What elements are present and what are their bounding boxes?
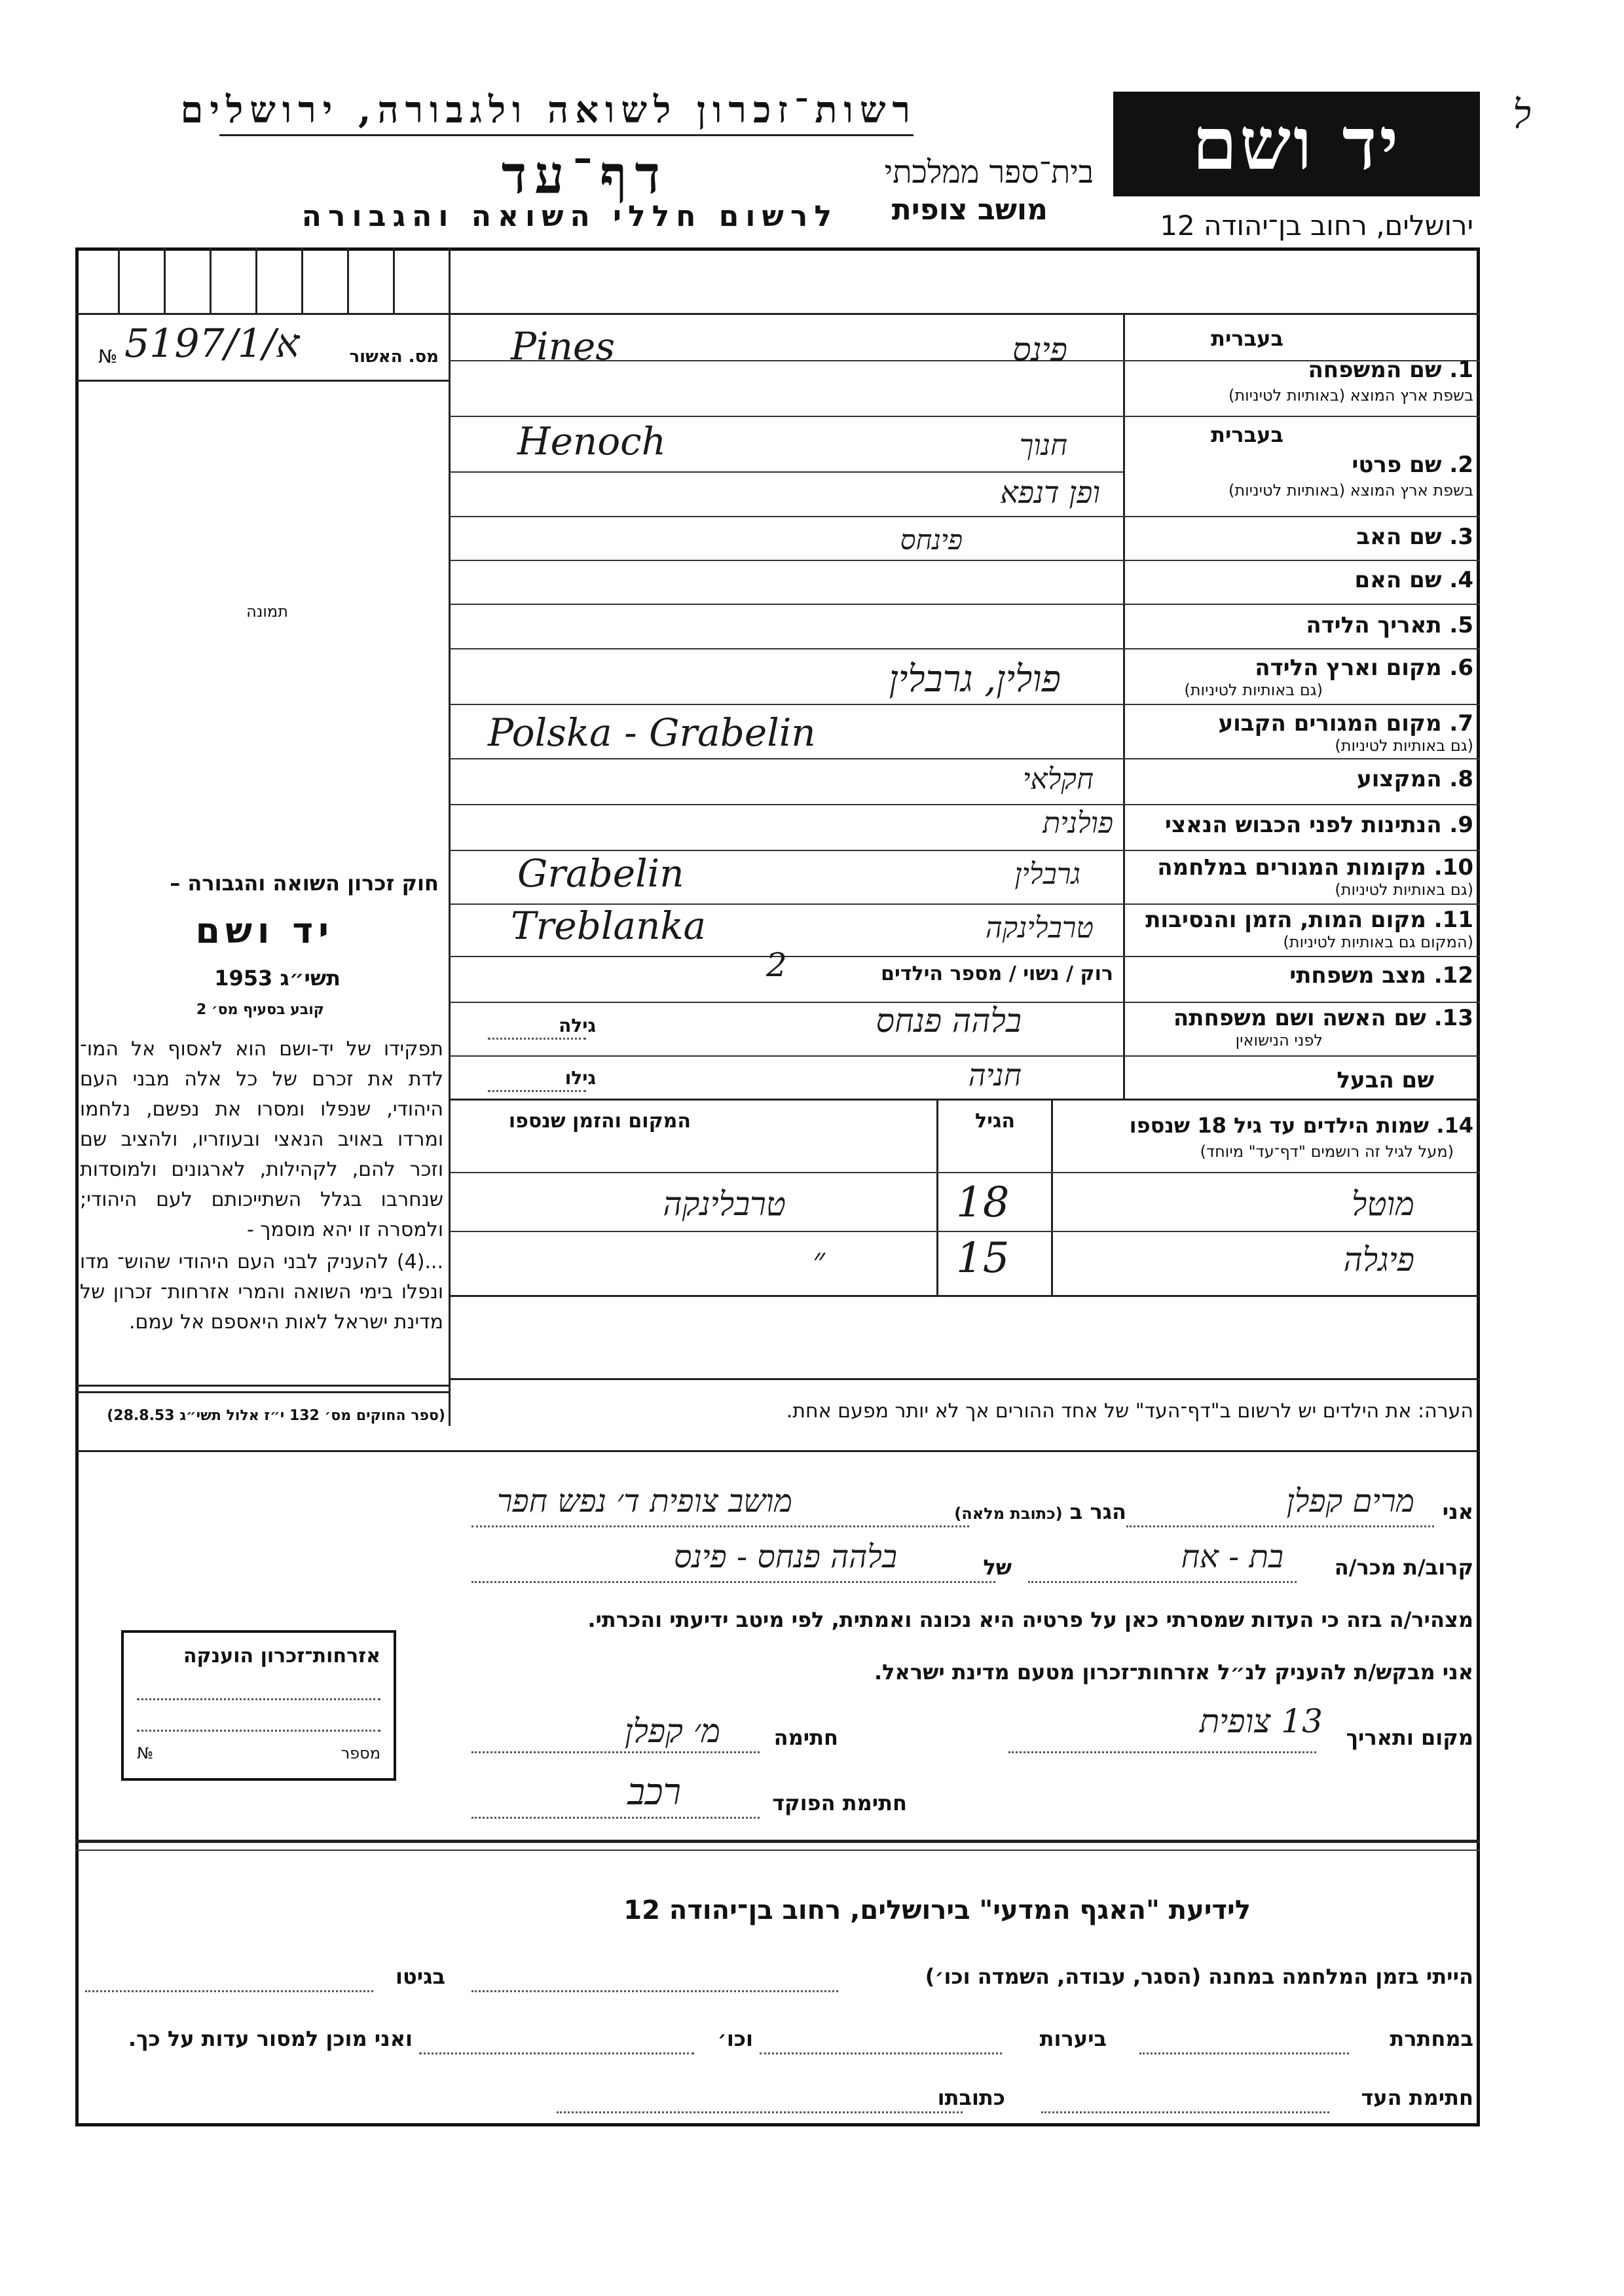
decl-signature-line [471, 1751, 760, 1753]
children-title [1130, 1113, 1473, 1138]
field-2-value-extra: ופן דנפא [1000, 475, 1100, 510]
field-1-value: Pines [511, 324, 616, 369]
footer-line1-b: בגיטו [396, 1964, 445, 1989]
margin-mark: ל [1513, 92, 1532, 137]
field-7-hint: (גם באותיות לטיניות) [1335, 737, 1473, 755]
child-2-age: 15 [956, 1234, 1010, 1283]
husband-age-label: גילו [564, 1067, 596, 1089]
field-13-hint: לפני הנישואין [1235, 1031, 1323, 1049]
field-6-hint: (גם באותיות לטיניות) [1184, 681, 1323, 699]
field-5-label [1306, 612, 1473, 638]
field-7-value: Polska - Grabelin [488, 710, 816, 755]
note-bottom-line [75, 1450, 1480, 1452]
field-12-label [1289, 962, 1473, 989]
husband-value: חניה [968, 1057, 1022, 1093]
field-9-label [1165, 812, 1473, 838]
children-hint: (מעל לגיל זה רושמים "דף־עד" מיוחד) [1200, 1142, 1454, 1161]
field-2-tag: בעברית [1211, 422, 1283, 447]
field-8-label [1357, 766, 1473, 792]
field-2-label [1352, 452, 1473, 478]
field-12-text: מצב משפחתי [1289, 962, 1426, 989]
field-10-text: מקומות המגורים במלחמה [1157, 854, 1426, 881]
citizenship-box-line1 [137, 1698, 380, 1700]
footer-line3-a: חתימת העד [1361, 2085, 1473, 2110]
children-row-line [449, 1231, 1480, 1232]
wife-age-label: גילה [559, 1015, 596, 1036]
decl-address-value: מושב צופית ד׳ נפש חפר [496, 1483, 792, 1520]
field-8-num: 8. [1449, 766, 1473, 792]
field-10-hint: (גם באותיות לטיניות) [1335, 881, 1473, 899]
field-11-num: 11. [1433, 907, 1473, 933]
law-text-1: תפקידו של יד-ושם הוא לאסוף אל המו־ לדת את זכרם של כל אלה מבני העם היהודי, שנפלו ומסרו את נפשם, נלחמו ומרדו באויב הנאצי ובעוזריו, ולהציב שם וזכר להם, לקהילות, לארגונים ולמוסדות שנחרבו בגלל השתייכותם לעם היהודי; ולמסרה זו יהא מוסמך - [80, 1038, 443, 1241]
children-num: 14. [1436, 1113, 1473, 1138]
logo [1113, 92, 1480, 196]
decl-of-line [471, 1581, 995, 1583]
decl-officer-line [471, 1817, 760, 1819]
citizenship-box-line2 [137, 1730, 380, 1732]
footer-line2-dots3 [419, 2052, 694, 2054]
reg-no-value: א/5197/1 [124, 321, 300, 367]
decl-resides-hint: (כתובת מלאה) [954, 1504, 1063, 1523]
field-5-text: תאריך הלידה [1306, 612, 1442, 638]
child-2-place: ״ [813, 1241, 825, 1279]
strip-box-3 [210, 247, 212, 313]
row-line-6 [449, 704, 1480, 705]
child-1-place: טרבלינקה [663, 1185, 786, 1223]
decl-officer-value: רכב [627, 1771, 681, 1813]
law-section: קובע בסעיף מס׳ 2 [196, 1002, 324, 1018]
decl-relative-line [1028, 1581, 1297, 1583]
field-13-value: בלהה פנחס [876, 1002, 1022, 1040]
age-header: הגיל [975, 1110, 1015, 1133]
field-6-num: 6. [1449, 655, 1473, 681]
footer-line3-dots2 [557, 2111, 963, 2113]
left-column-divider [449, 247, 451, 1099]
field-9-num: 9. [1449, 812, 1473, 838]
row-line-13 [449, 1055, 1480, 1057]
field-4-num: 4. [1449, 567, 1473, 593]
left-column-divider-lower [449, 1099, 451, 1426]
field-1-label [1308, 357, 1473, 383]
decl-place-date-line [1008, 1751, 1316, 1753]
field-8-text: המקצוע [1357, 766, 1442, 792]
moshav: מושב צופית [891, 193, 1048, 227]
ministry: בית־ספר ממלכתי [884, 154, 1094, 191]
field-3-label [1356, 524, 1473, 550]
form-subtitle: לרשום חללי השואה והגבורה [301, 200, 838, 233]
field-12-num: 12. [1433, 962, 1473, 989]
field-1-hint: בשפת ארץ המוצא (באותיות לטיניות) [1228, 386, 1473, 405]
decl-of-value: בלהה פנחס - פינס [674, 1539, 897, 1575]
decl-of-label: של [983, 1555, 1012, 1580]
row-line-7 [449, 758, 1480, 759]
field-1-num: 1. [1449, 357, 1473, 383]
footer-separator [75, 1840, 1480, 1843]
field-13-label [1173, 1005, 1473, 1031]
field-4-text: שם האם [1354, 567, 1442, 593]
logo-text: יד ושם [1192, 101, 1401, 186]
row-line-2a [449, 471, 1123, 473]
decl-i-value: מרים קפלן [1286, 1483, 1414, 1520]
row-line-4 [449, 604, 1480, 605]
footer-separator-thin [75, 1850, 1480, 1851]
citizenship-box-number-prefix: № [137, 1744, 153, 1762]
husband-label: שם הבעל [1337, 1067, 1434, 1093]
field-10-value: Grabelin [517, 851, 684, 896]
field-3-value: פינחס [900, 524, 963, 556]
field-10-label [1157, 854, 1473, 881]
field-1-tag: בעברית [1211, 326, 1283, 351]
field-11-value-hebrew: טרבלינקה [985, 911, 1094, 945]
strip-box-1 [118, 247, 120, 313]
footer-line2-dots2 [760, 2052, 1002, 2054]
place-header: המקום והזמן שנספו [508, 1110, 691, 1133]
row-line-1 [449, 416, 1480, 417]
reg-no-label: מס. האשור [349, 347, 439, 367]
strip-box-6 [347, 247, 349, 313]
field-11-value: Treblanka [511, 903, 707, 948]
children-header-line [449, 1172, 1480, 1173]
citizenship-box-title: אזרחות־זכרון הוענקה [183, 1645, 380, 1667]
address: ירושלים, רחוב בן־יהודה 12 [1160, 210, 1473, 242]
law-year: תשי״ג 1953 [214, 966, 341, 991]
field-3-text: שם האב [1356, 524, 1442, 550]
decl-signature-label: חתימה [773, 1725, 838, 1750]
strip-box-5 [301, 247, 303, 313]
children-age-col-left [936, 1099, 938, 1295]
footer-line2-c: וכו׳ [717, 2026, 753, 2051]
row-line-2 [449, 516, 1480, 517]
strip-box-7 [393, 247, 395, 313]
decl-place-date-value: 13 צופית [1199, 1702, 1323, 1740]
field-7-text: מקום המגורים הקבוע [1218, 710, 1442, 737]
field-11-label [1145, 907, 1473, 933]
field-10-num: 10. [1433, 854, 1473, 881]
field-2-value-hebrew: חנוך [1019, 429, 1067, 462]
children-bottom-line [449, 1295, 1480, 1297]
strip-box-2 [164, 247, 166, 313]
child-2-name: פיגלה [1343, 1241, 1414, 1279]
field-3-num: 3. [1449, 524, 1473, 550]
field-11-text: מקום המות, הזמן והנסיבות [1145, 907, 1426, 933]
note-top-line [449, 1378, 1480, 1380]
field-10-value-hebrew: גרבלין [1014, 858, 1080, 891]
footer-line1-a: הייתי בזמן המלחמה במחנה (הסגר, עבודה, השמדה וכו׳) [925, 1964, 1473, 1989]
left-panel-bottom [75, 1385, 449, 1387]
decl-relative-label: קרוב/ת מכר/ה [1334, 1555, 1473, 1580]
children-count: 2 [766, 946, 787, 984]
row-line-5 [449, 648, 1480, 649]
footer-line1-dots2 [85, 1990, 373, 1992]
decl-relative-value: בת - אח [1181, 1539, 1283, 1575]
footer-line2-dots1 [1139, 2052, 1349, 2054]
citizenship-box [121, 1630, 396, 1781]
field-2-num: 2. [1449, 452, 1473, 478]
field-2-value: Henoch [517, 419, 667, 464]
footer-line3-b: כתובתו [937, 2085, 1005, 2110]
label-column-divider [1123, 313, 1125, 1099]
child-1-name: מוטל [1351, 1185, 1414, 1223]
citation-top-line [75, 1391, 449, 1393]
footer-line2-b: ביערות [1039, 2026, 1107, 2051]
row-line-11 [449, 956, 1480, 957]
form-title: דף־עד [501, 144, 668, 206]
field-5-num: 5. [1449, 612, 1473, 638]
field-1-value-hebrew: פינס [1012, 331, 1067, 369]
field-8-value: חקלאי [1022, 763, 1094, 796]
decl-officer-label: חתימת הפוקד [772, 1791, 907, 1815]
decl-i-line [1126, 1525, 1434, 1527]
law-text-2: ...(4) להעניק לבני העם היהודי שהוש־ מדו ונפלו בימי השואה והמרי אזרחות־ זכרון של מדינת ישראל לאות היאספם אל עמם. [80, 1250, 443, 1334]
decl-resides-text: הגר ב [1069, 1499, 1126, 1524]
decl-address-line [471, 1525, 969, 1527]
law-name: יד ושם [195, 910, 334, 951]
footer-line2-d: ואני מוכן למסור עדות על כך. [128, 2026, 413, 2051]
field-6-label [1255, 655, 1473, 681]
law-title: חוק זכרון השואה והגבורה – [170, 871, 439, 896]
field-4-label [1354, 567, 1473, 593]
child-1-age: 18 [956, 1178, 1010, 1227]
law-citation: (ספר החוקים מס׳ 132 י״ז אלול תשי״ג 28.8.53) [107, 1408, 445, 1424]
footer-line1-dots [471, 1990, 838, 1992]
reg-no-divider [75, 380, 449, 382]
photo-label: תמונה [246, 602, 288, 621]
field-9-text: הנתינות לפני הכבוש הנאצי [1164, 812, 1442, 838]
field-6-value: פולין, גרבלין [889, 658, 1061, 701]
family-status-options: רוק / נשוי / מספר הילדים [881, 962, 1113, 985]
citizenship-box-number-label: מספר [341, 1744, 380, 1762]
decl-i-label: אני [1442, 1499, 1473, 1524]
field-1-text: שם המשפחה [1308, 357, 1442, 383]
wife-age-line [488, 1038, 586, 1040]
strip-box-4 [255, 247, 257, 313]
field-6-text: מקום וארץ הלידה [1255, 655, 1442, 681]
field-9-value: פולנית [1043, 807, 1113, 840]
field-13-text: שם האשה ושם משפחתה [1173, 1005, 1426, 1031]
header-underline [219, 134, 913, 136]
children-age-col-right [1051, 1099, 1053, 1295]
footer-title: לידיעת "האגף המדעי" בירושלים, רחוב בן־יהודה 12 [623, 1895, 1251, 1925]
decl-request: אני מבקש/ת להעניק לנ״ל אזרחות־זכרון מטעם מדינת ישראל. [874, 1660, 1473, 1685]
field-2-text: שם פרטי [1352, 452, 1442, 478]
decl-resides-label [954, 1499, 1126, 1524]
children-title-text: שמות הילדים עד גיל 18 שנספו [1129, 1113, 1430, 1138]
decl-place-date-label: מקום ותאריך [1346, 1725, 1473, 1750]
field-7-label [1218, 710, 1473, 737]
field-7-num: 7. [1449, 710, 1473, 737]
row-line-8 [449, 804, 1480, 805]
field-13-num: 13. [1433, 1005, 1473, 1031]
footer-line2-a: במחתרת [1390, 2026, 1473, 2051]
decl-statement: מצהיר/ה בזה כי העדות שמסרתי כאן על פרטיה היא נכונה ואמתית, לפי מיטב ידיעתי והכרתי. [587, 1607, 1473, 1632]
note: הערה: את הילדים יש לרשום ב"דף־העד" של אחד ההורים אך לא יותר מפעם אחת. [786, 1400, 1473, 1423]
row-line-14 [449, 1099, 1480, 1101]
field-11-hint: (המקום גם באותיות לטיניות) [1283, 933, 1473, 951]
top-strip-line [75, 313, 1480, 315]
field-2-hint: בשפת ארץ המוצא (באותיות לטיניות) [1228, 481, 1473, 500]
reg-no-prefix: № [98, 346, 118, 367]
authority-title: רשות־זכרון לשואה ולגבורה, ירושלים [180, 88, 917, 132]
footer-line3-dots1 [1041, 2111, 1329, 2113]
husband-age-line [488, 1090, 586, 1092]
decl-signature-value: מ׳ קפלן [624, 1712, 720, 1750]
row-line-3 [449, 560, 1480, 561]
